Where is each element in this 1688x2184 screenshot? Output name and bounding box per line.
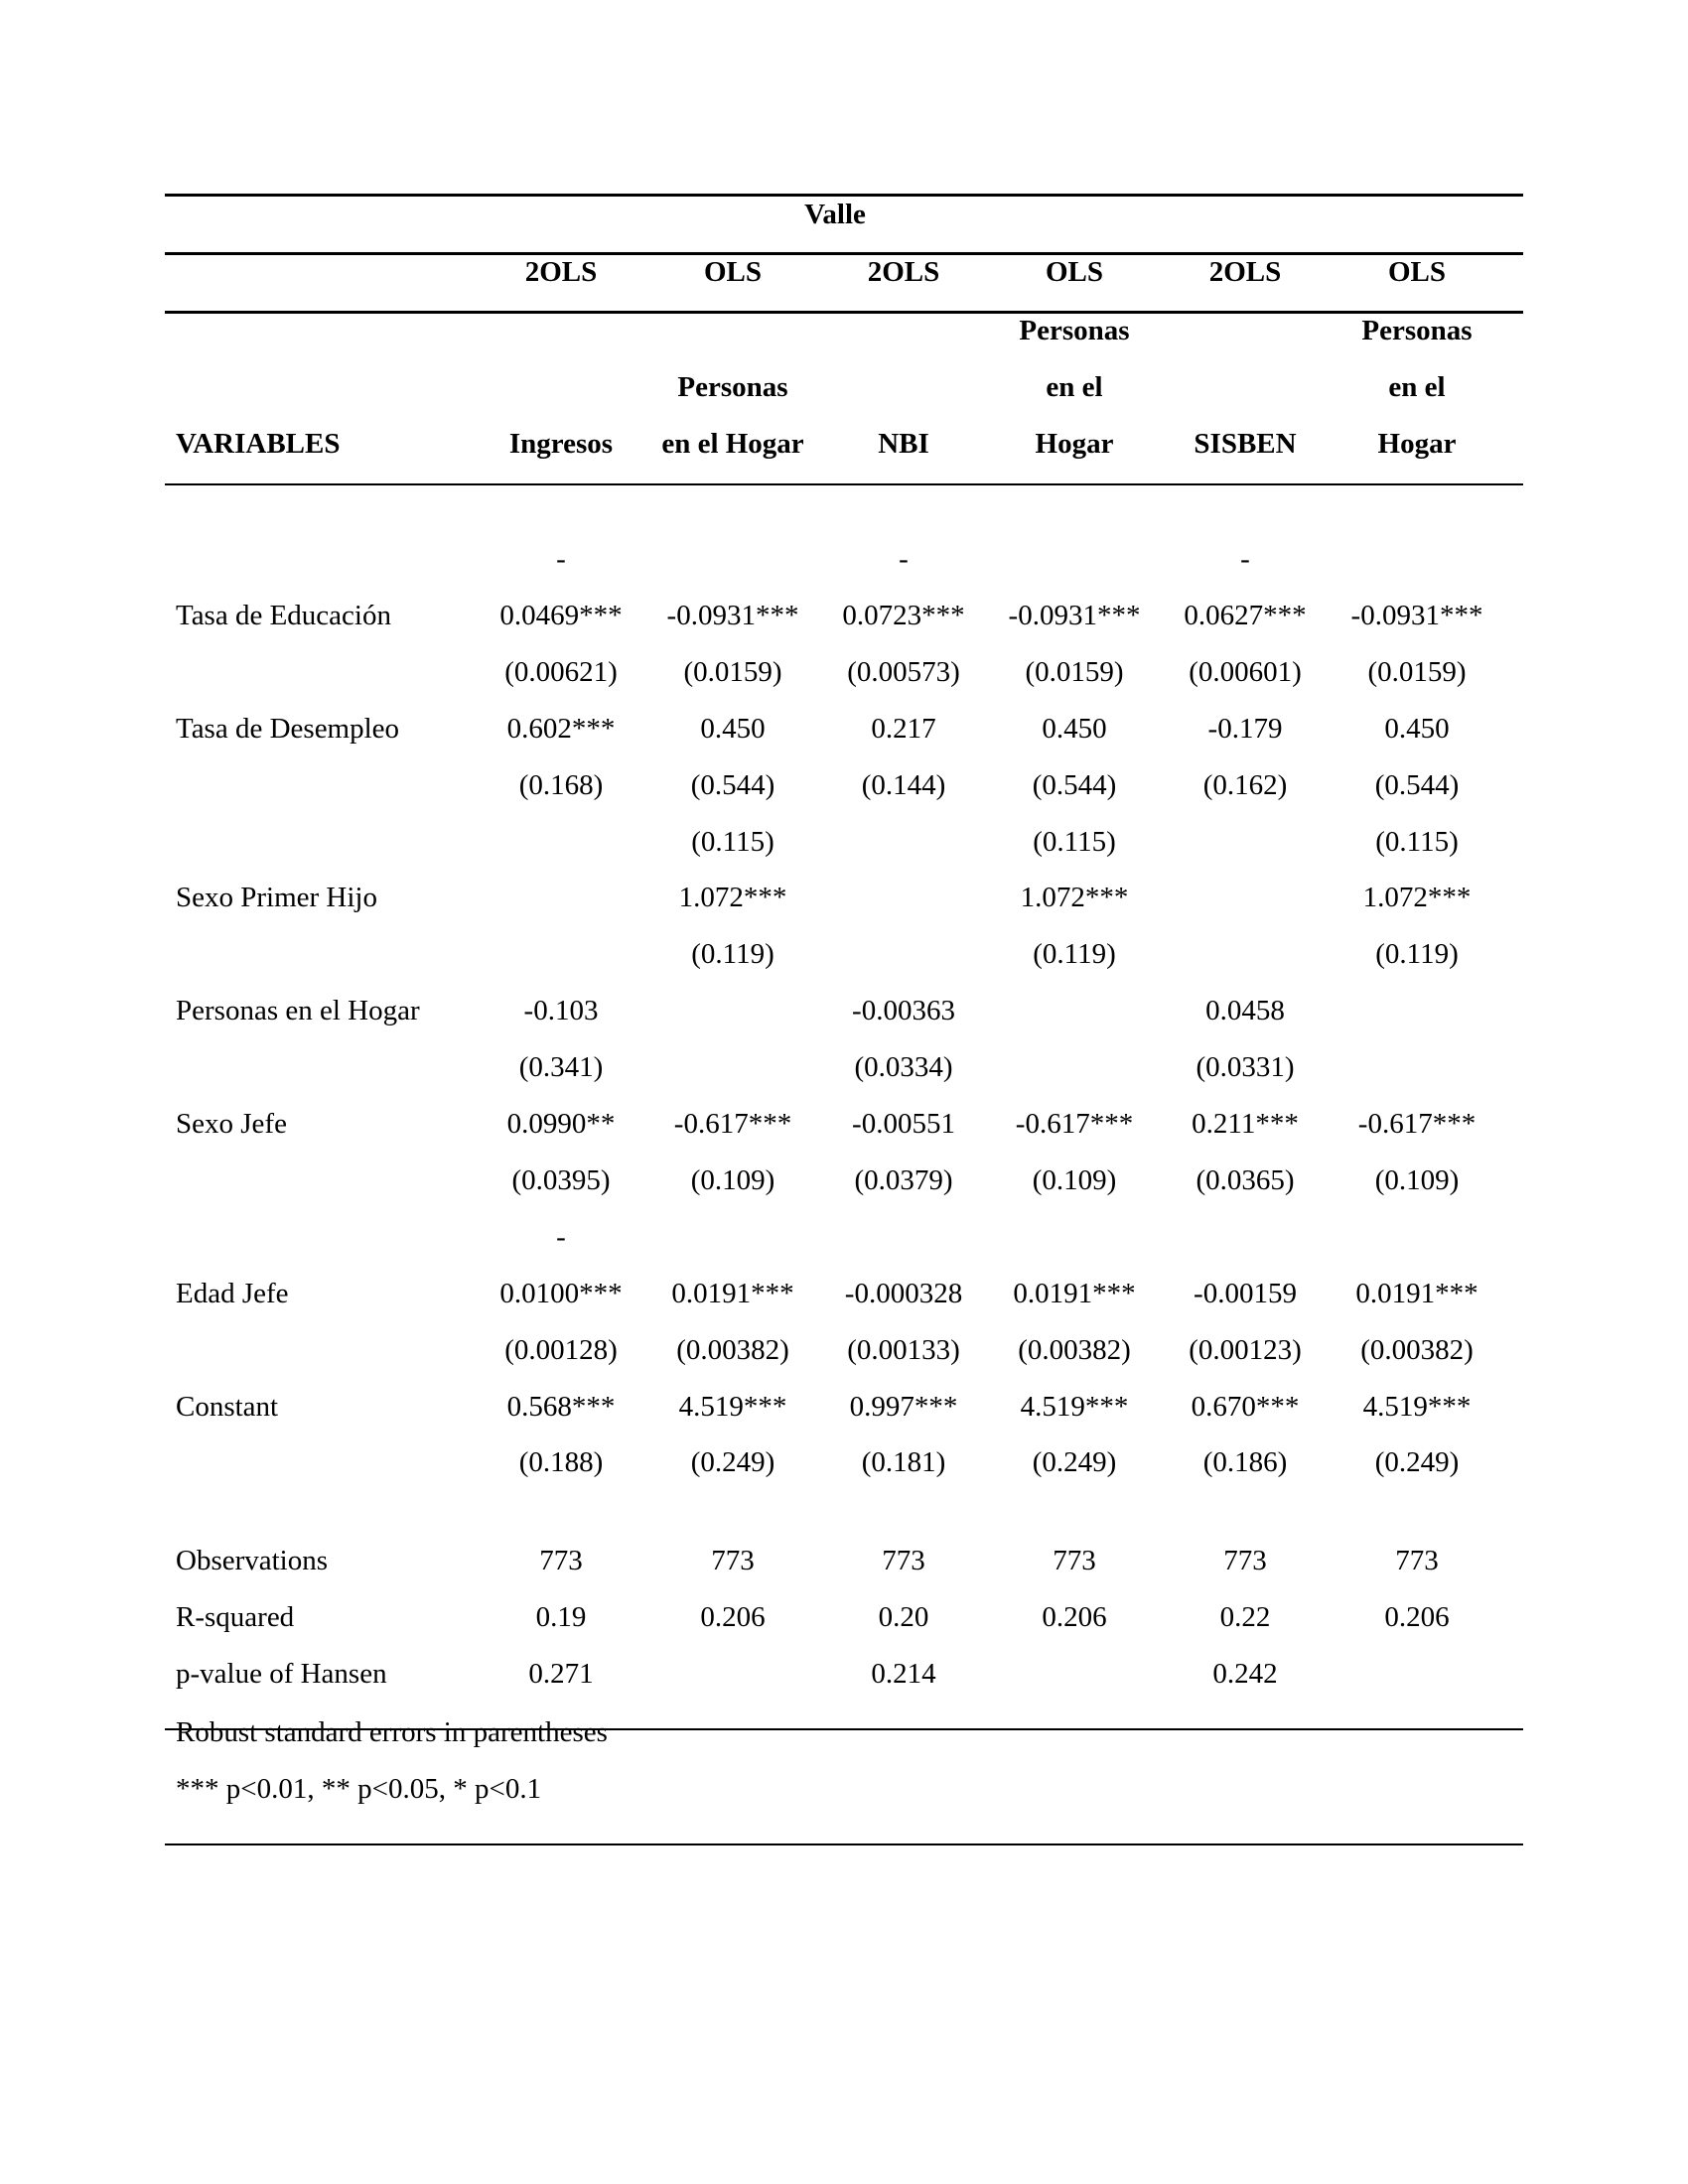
table-cell: - <box>1240 543 1250 575</box>
table-cell: - <box>899 543 909 575</box>
table-cell: (0.00601) <box>1189 656 1302 688</box>
table-cell: (0.00382) <box>1018 1334 1131 1366</box>
stat-cell: 0.206 <box>1384 1601 1450 1633</box>
table-cell: (0.186) <box>1202 1446 1288 1478</box>
table-cell: (0.0365) <box>1196 1164 1295 1196</box>
table-cell: 0.0191*** <box>1013 1278 1136 1309</box>
row-label: Constant <box>176 1391 279 1423</box>
method-col-1: 2OLS <box>524 256 598 288</box>
stat-label: Observations <box>176 1545 329 1576</box>
table-cell: (0.109) <box>1032 1164 1117 1196</box>
table-cell: 0.0627*** <box>1184 600 1307 631</box>
table-cell: - <box>556 1221 566 1253</box>
stat-label: p-value of Hansen <box>176 1658 387 1690</box>
table-cell: -0.000328 <box>844 1278 963 1309</box>
table-cell: -0.0931*** <box>1350 600 1483 631</box>
row-label: Tasa de Desempleo <box>176 713 400 745</box>
row-label: Sexo Jefe <box>176 1108 287 1140</box>
stat-cell: 0.22 <box>1219 1601 1271 1633</box>
table-cell: -0.103 <box>523 995 599 1026</box>
table-cell: (0.0334) <box>854 1051 953 1083</box>
table-cell: (0.0331) <box>1196 1051 1295 1083</box>
table-cell: 0.450 <box>1042 713 1107 745</box>
table-cell: (0.249) <box>1374 1446 1460 1478</box>
row-label: Edad Jefe <box>176 1278 289 1309</box>
col-header-6-line-1: Personas <box>1361 315 1473 346</box>
table-cell: (0.0395) <box>511 1164 611 1196</box>
variables-header: VARIABLES <box>176 428 341 460</box>
header-rule <box>165 483 1523 485</box>
stat-cell: 0.242 <box>1212 1658 1278 1690</box>
title-rule <box>165 252 1523 255</box>
table-cell: (0.249) <box>690 1446 775 1478</box>
table-cell: - <box>556 543 566 575</box>
method-rule <box>165 311 1523 314</box>
stat-cell: 0.19 <box>535 1601 587 1633</box>
method-col-5: 2OLS <box>1208 256 1282 288</box>
stat-cell: 0.271 <box>528 1658 594 1690</box>
table-cell: 4.519*** <box>678 1391 787 1423</box>
table-cell: 4.519*** <box>1020 1391 1129 1423</box>
table-cell: (0.544) <box>1032 769 1117 801</box>
stat-cell: 0.214 <box>871 1658 936 1690</box>
method-col-4: OLS <box>1045 256 1104 288</box>
table-cell: (0.341) <box>518 1051 604 1083</box>
table-cell: (0.00382) <box>676 1334 789 1366</box>
table-cell: (0.115) <box>1033 826 1116 858</box>
table-cell: 0.997*** <box>849 1391 958 1423</box>
col-header-4-line-3: Hogar <box>1035 428 1114 460</box>
table-cell: 0.602*** <box>506 713 616 745</box>
row-label: Tasa de Educación <box>176 600 391 631</box>
stat-cell: 773 <box>1395 1545 1439 1576</box>
table-cell: 0.450 <box>700 713 766 745</box>
table-cell: 0.0100*** <box>499 1278 623 1309</box>
table-cell: -0.0931*** <box>666 600 799 631</box>
table-cell: 0.450 <box>1384 713 1450 745</box>
note-significance: *** p<0.01, ** p<0.05, * p<0.1 <box>176 1773 542 1805</box>
table-cell: (0.109) <box>1374 1164 1460 1196</box>
table-cell: (0.162) <box>1202 769 1288 801</box>
table-cell: (0.188) <box>518 1446 604 1478</box>
col-header-6-line-3: Hogar <box>1377 428 1457 460</box>
stat-cell: 773 <box>1223 1545 1267 1576</box>
col-header-2-line-3: en el Hogar <box>661 428 804 460</box>
table-cell: -0.617*** <box>1015 1108 1134 1140</box>
table-cell: (0.119) <box>1033 938 1116 970</box>
table-cell: -0.00159 <box>1194 1278 1297 1309</box>
table-cell: 0.0469*** <box>499 600 623 631</box>
table-cell: 4.519*** <box>1362 1391 1472 1423</box>
table-cell: (0.0379) <box>854 1164 953 1196</box>
table-cell: (0.115) <box>1375 826 1459 858</box>
table-cell: -0.617*** <box>1357 1108 1477 1140</box>
col-header-4-line-2: en el <box>1046 371 1103 403</box>
stat-cell: 0.206 <box>1042 1601 1107 1633</box>
table-cell: 0.217 <box>871 713 936 745</box>
row-label: Sexo Primer Hijo <box>176 882 377 913</box>
table-cell: (0.144) <box>861 769 946 801</box>
table-cell: 0.0458 <box>1205 995 1285 1026</box>
table-cell: (0.0159) <box>1367 656 1467 688</box>
stat-cell: 773 <box>1053 1545 1096 1576</box>
stat-cell: 773 <box>539 1545 583 1576</box>
table-cell: (0.00382) <box>1360 1334 1474 1366</box>
table-cell: 0.0990** <box>506 1108 616 1140</box>
col-header-4-line-1: Personas <box>1019 315 1130 346</box>
stat-cell: 773 <box>711 1545 755 1576</box>
method-col-2: OLS <box>703 256 763 288</box>
table-title: Valle <box>804 199 866 230</box>
table-cell: -0.00551 <box>852 1108 955 1140</box>
stat-cell: 0.206 <box>700 1601 766 1633</box>
table-cell: (0.181) <box>861 1446 946 1478</box>
table-cell: (0.00573) <box>847 656 960 688</box>
col-header-5: SISBEN <box>1194 428 1297 460</box>
stat-cell: 0.20 <box>878 1601 929 1633</box>
table-cell: (0.249) <box>1032 1446 1117 1478</box>
table-cell: (0.00128) <box>504 1334 618 1366</box>
method-col-6: OLS <box>1387 256 1447 288</box>
table-cell: 0.0723*** <box>842 600 965 631</box>
col-header-6-line-2: en el <box>1388 371 1446 403</box>
row-label: Personas en el Hogar <box>176 995 420 1026</box>
table-cell: (0.544) <box>1374 769 1460 801</box>
table-cell: (0.0159) <box>1025 656 1124 688</box>
table-cell: -0.00363 <box>852 995 955 1026</box>
col-header-2-line-2: Personas <box>677 371 788 403</box>
table-cell: (0.168) <box>518 769 604 801</box>
table-cell: 1.072*** <box>1362 882 1472 913</box>
stat-cell: 773 <box>882 1545 925 1576</box>
table-cell: (0.0159) <box>683 656 782 688</box>
table-cell: (0.115) <box>691 826 774 858</box>
table-cell: (0.00621) <box>504 656 618 688</box>
stat-label: R-squared <box>176 1601 295 1633</box>
table-cell: 0.211*** <box>1192 1108 1299 1140</box>
table-cell: 0.670*** <box>1191 1391 1300 1423</box>
col-header-3: NBI <box>878 428 929 460</box>
table-cell: (0.544) <box>690 769 775 801</box>
table-cell: 0.0191*** <box>1355 1278 1478 1309</box>
table-cell: (0.00123) <box>1189 1334 1302 1366</box>
col-header-1: Ingresos <box>508 428 614 460</box>
table-cell: 1.072*** <box>1020 882 1129 913</box>
table-cell: 1.072*** <box>678 882 787 913</box>
table-cell: (0.119) <box>691 938 774 970</box>
method-col-3: 2OLS <box>867 256 940 288</box>
table-cell: (0.119) <box>1375 938 1459 970</box>
table-cell: -0.617*** <box>673 1108 792 1140</box>
table-cell: (0.00133) <box>847 1334 960 1366</box>
bottom-rule <box>165 1843 1523 1845</box>
table-cell: 0.568*** <box>506 1391 616 1423</box>
table-cell: -0.179 <box>1207 713 1283 745</box>
table-cell: (0.109) <box>690 1164 775 1196</box>
table-cell: 0.0191*** <box>671 1278 794 1309</box>
note-robust-se: Robust standard errors in parentheses <box>176 1716 608 1748</box>
table-cell: -0.0931*** <box>1008 600 1141 631</box>
